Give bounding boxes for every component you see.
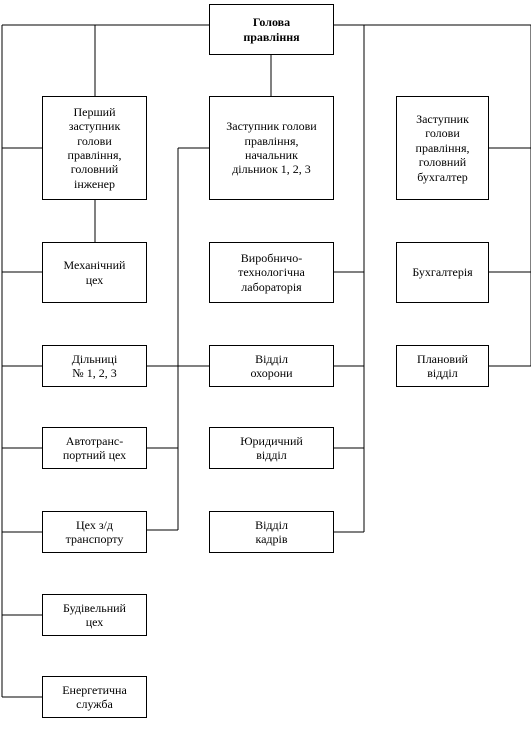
deputy1-box (42, 96, 147, 200)
deputy2-box (209, 96, 334, 200)
unit-label: Дільниці № 1, 2, 3 (71, 351, 118, 380)
unit-mechanical-box (42, 242, 147, 303)
unit-label: Плановий відділ (417, 351, 468, 380)
deputy3-label: Заступник голови правління, головний бухгалтер (415, 112, 470, 184)
head-box (209, 4, 334, 55)
unit-label: Цех з/д транспорту (65, 517, 124, 546)
unit-label: Автотранс- портний цех (62, 433, 127, 462)
unit-construction-box (42, 594, 147, 636)
unit-railway-box (42, 511, 147, 553)
unit-label: Механічний цех (63, 258, 126, 287)
unit-autotransport-box (42, 427, 147, 469)
unit-legal-box (209, 427, 334, 469)
head-label: Голова правління (243, 15, 300, 44)
unit-label: Відділ кадрів (255, 517, 288, 546)
unit-label: Будівельний цех (63, 600, 126, 629)
unit-label: Юридичний відділ (240, 433, 303, 462)
deputy1-label: Перший заступник голови правління, головний інженер (67, 104, 122, 191)
unit-label: Виробничо- технологічна лабораторія (238, 250, 305, 294)
unit-energy-box (42, 676, 147, 718)
unit-accounting-box (396, 242, 489, 303)
unit-label: Бухгалтерія (412, 265, 473, 280)
deputy3-box (396, 96, 489, 200)
unit-sections-box (42, 345, 147, 387)
unit-planning-box (396, 345, 489, 387)
unit-lab-box (209, 242, 334, 303)
unit-label: Енергетична служба (62, 682, 127, 711)
unit-hr-box (209, 511, 334, 553)
unit-label: Відділ охорони (250, 351, 293, 380)
deputy2-label: Заступник голови правління, начальник дільниок 1, 2, 3 (226, 119, 317, 177)
unit-security-box (209, 345, 334, 387)
